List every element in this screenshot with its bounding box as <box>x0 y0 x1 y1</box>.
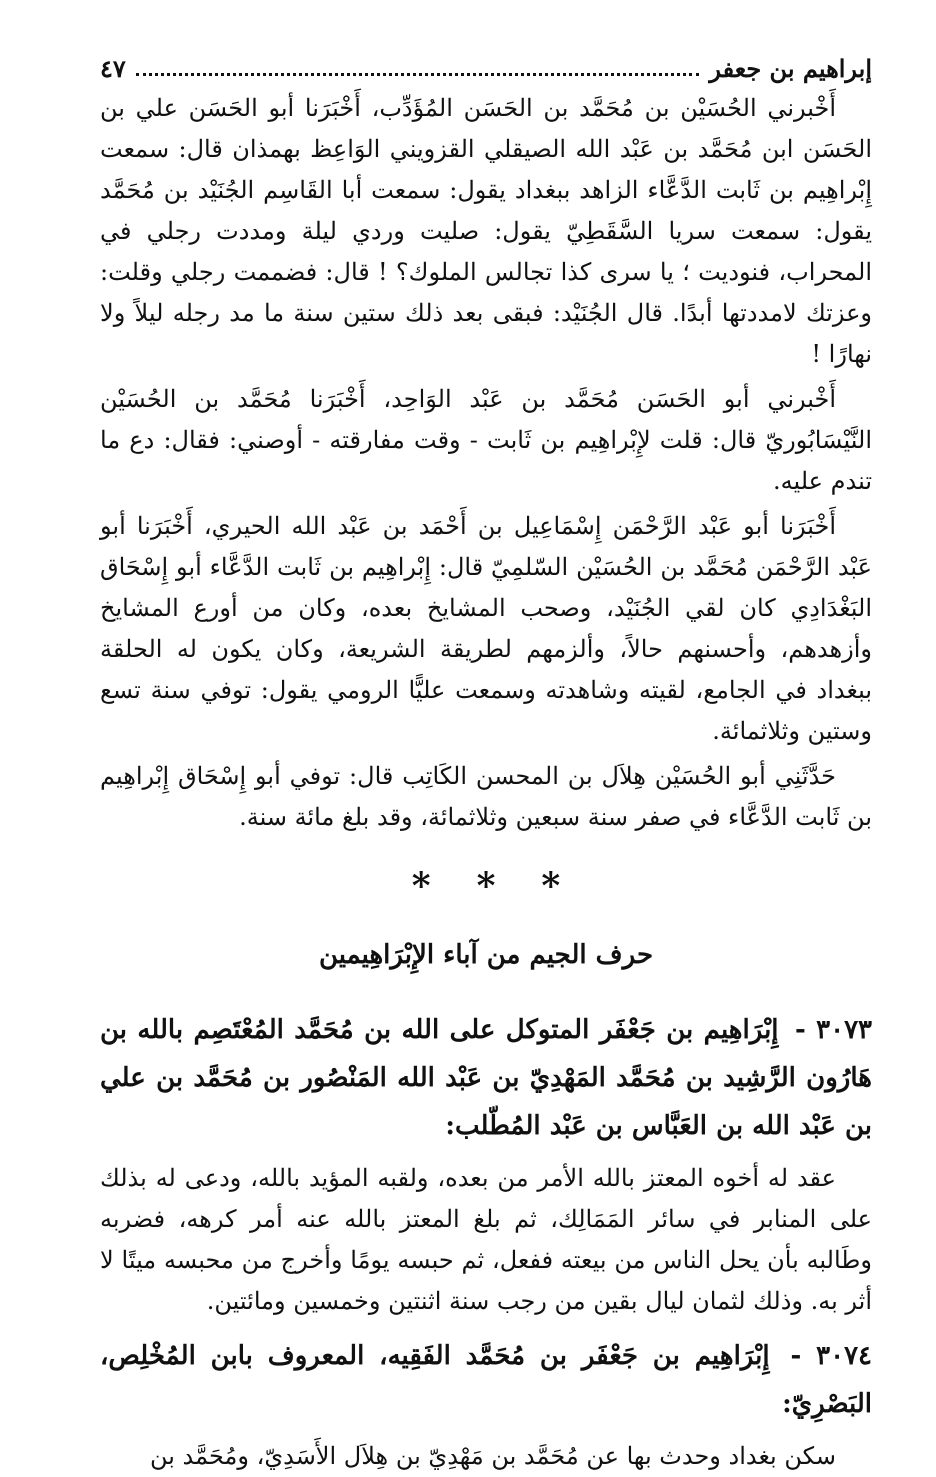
section-heading: حرف الجيم من آباء الإِبْرَاهِيمين <box>318 940 654 970</box>
running-header <box>100 40 872 84</box>
paragraph-junayd-narration: أَخْبرني الحُسَيْن بن مُحَمَّد بن الحَسَن المُؤَدِّب، أَخْبَرَنا أبو الحَسَن علي بن الحَسَن ابن مُحَمَّد بن عَبْد الله الصيقلي القزويني الوَاعِظ بهمذان قال: سمعت إِبْراهِيم بن ثَابت الدَّعَّاء الزاهد ببغداد يقول: سمعت أبا القَاسِم الجُنَيْد بن مُحَمَّد يقول: سمعت سريا السَّقَطِيّ يقول: صليت وردي ليلة ومددت رجلي في المحراب، فنوديت ؛ يا سرى كذا تجالس الملوك؟ ! قال: فضممت رجلي وقلت: وعزتك لامددتها أبدًا. قال الجُنَيْد: فبقى بعد ذلك ستين سنة ما مد رجله ليلاً ولا نهارًا ! <box>100 94 873 368</box>
paragraph-biography: أَخْبَرَنا أبو عَبْد الرَّحْمَن إِسْمَاعِيل بن أَحْمَد بن عَبْد الله الحيري، أَخْبَرَنا أبو عَبْد الرَّحْمَن مُحَمَّد بن الحُسَيْن السّلمِيّ قال: إِبْراهِيم بن ثَابت الدَّعَّاء أبو إِسْحَاق البَغْدَادِي كان لقي الجُنَيْد، وصحب المشايخ بعده، وكان من أورع المشايخ وأزهدهم، وأحسنهم حالاً، وألزمهم لطريقة الشريعة، وكان يكون له الحلقة ببغداد في الجامع، لقيته وشاهدته وسمعت عليًّا الرومي يقول: توفي سنة تسع وستين وثلاثمائة. <box>100 512 872 745</box>
separator-star: * <box>476 865 496 907</box>
page-body <box>100 88 872 1477</box>
separator-star: * <box>541 865 561 907</box>
entry-number: ٣٠٧٤ - <box>790 1341 873 1371</box>
page-number: ٤٧ <box>100 54 126 83</box>
paragraph-death: حَدَّثَنِي أبو الحُسَيْن هِلاَل بن المحسن الكَاتِب قال: توفي أبو إِسْحَاق إِبْراهِيم بن ثَابت الدَّعَّاء في صفر سنة سبعين وثلاثمائة، وقد بلغ مائة سنة. <box>100 762 872 831</box>
entry-name: إِبْرَاهِيم بن جَعْفَر المتوكل على الله بن مُحَمَّد المُعْتَصِم بالله بن هَارُون الرَّشِيد بن مُحَمَّد المَهْدِيّ بن عَبْد الله المَنْصُور بن مُحَمَّد بن علي بن عَبْد الله بن العَبَّاس بن عَبْد المُطّلب: <box>100 1015 872 1141</box>
entry-name: إِبْرَاهِيم بن جَعْفَر بن مُحَمَّد الفَقِيه، المعروف بابن المُخْلِص، البَصْرِيّ: <box>100 1341 872 1419</box>
separator-star: * <box>411 865 431 907</box>
entry-text-3074: سكن بغداد وحدث بها عن مُحَمَّد بن مَهْدِيّ بن هِلاَل الأَسَدِيّ، ومُحَمَّد بن <box>149 1442 836 1470</box>
entry-number: ٣٠٧٣ - <box>794 1015 873 1045</box>
entry-heading-3074 <box>100 1332 872 1428</box>
book-page <box>100 40 873 1470</box>
section-separator <box>100 856 872 916</box>
paragraph-advice: أَخْبرني أبو الحَسَن مُحَمَّد بن عَبْد الوَاحِد، أَخْبَرَنا مُحَمَّد بن الحُسَيْن النَّيْسَابُوريّ قال: قلت لإِبْراهِيم بن ثَابت - وقت مفارقته - أوصني: فقال: دع ما تندم عليه. <box>100 385 872 495</box>
entry-text-3073: عقد له أخوه المعتز بالله الأمر من بعده، ولقبه المؤيد بالله، ودعى له بذلك على المنابر في سائر المَمَالِك، ثم بلغ المعتز بالله عنه أمر كرهه، فضربه وطَالبه بأن يحل الناس من بيعته ففعل، ثم حبسه يومًا وأخرج من محبسه ميتًا لا أثر به. وذلك لثمان ليال بقين من رجب سنة اثنتين وخمسين ومائتين. <box>100 1164 872 1315</box>
entry-heading-3073 <box>100 1006 872 1150</box>
header-leader-dots <box>136 72 700 76</box>
header-title: إبراهيم بن جعفر <box>709 54 872 83</box>
